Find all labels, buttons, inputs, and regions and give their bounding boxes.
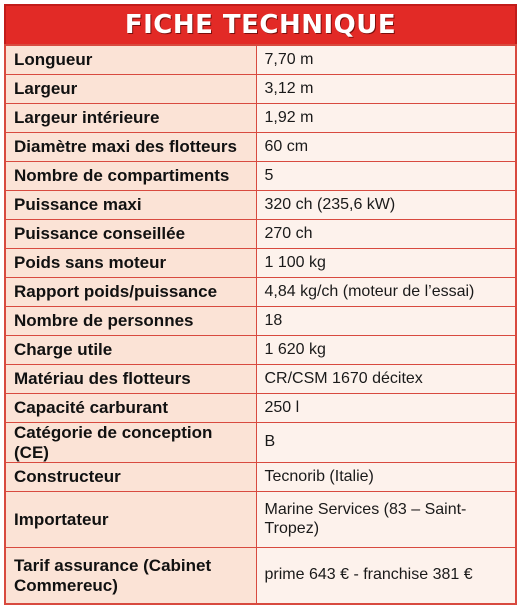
row-label: Rapport poids/puissance: [5, 278, 256, 307]
row-value: 250 l: [256, 394, 516, 423]
row-value: 320 ch (235,6 kW): [256, 191, 516, 220]
row-value: B: [256, 423, 516, 463]
row-label: Matériau des flotteurs: [5, 365, 256, 394]
row-label: Nombre de compartiments: [5, 162, 256, 191]
row-value: Marine Services (83 – Saint-Tropez): [256, 492, 516, 548]
table-row: [5, 278, 516, 307]
row-label: Capacité carburant: [5, 394, 256, 423]
row-label: Largeur intérieure: [5, 104, 256, 133]
row-value: Tecnorib (Italie): [256, 463, 516, 492]
table-row: [5, 45, 516, 75]
table-row: [5, 492, 516, 548]
sheet-title: FICHE TECHNIQUE: [124, 10, 397, 40]
row-label: Puissance maxi: [5, 191, 256, 220]
row-value: CR/CSM 1670 décitex: [256, 365, 516, 394]
row-label: Tarif assurance (Cabinet Commereuc): [5, 548, 256, 605]
spec-table: [4, 44, 517, 605]
table-row: [5, 307, 516, 336]
table-row: [5, 104, 516, 133]
table-row: [5, 220, 516, 249]
table-row: [5, 75, 516, 104]
row-label: Nombre de personnes: [5, 307, 256, 336]
row-label: Charge utile: [5, 336, 256, 365]
table-row: [5, 162, 516, 191]
row-label: Importateur: [5, 492, 256, 548]
row-label: Constructeur: [5, 463, 256, 492]
table-row: [5, 336, 516, 365]
row-value: 1 620 kg: [256, 336, 516, 365]
table-row: [5, 249, 516, 278]
row-value: 1,92 m: [256, 104, 516, 133]
row-value: 1 100 kg: [256, 249, 516, 278]
row-value: prime 643 € - franchise 381 €: [256, 548, 516, 605]
table-row: [5, 394, 516, 423]
row-value: 60 cm: [256, 133, 516, 162]
table-row: [5, 463, 516, 492]
row-value: 270 ch: [256, 220, 516, 249]
row-value: 3,12 m: [256, 75, 516, 104]
header-banner: [4, 4, 517, 44]
row-value: 5: [256, 162, 516, 191]
row-value: 7,70 m: [256, 45, 516, 75]
table-row: [5, 423, 516, 463]
table-row: [5, 191, 516, 220]
row-value: 18: [256, 307, 516, 336]
row-label: Poids sans moteur: [5, 249, 256, 278]
table-row: [5, 365, 516, 394]
table-row: [5, 548, 516, 605]
row-label: Diamètre maxi des flotteurs: [5, 133, 256, 162]
row-label: Puissance conseillée: [5, 220, 256, 249]
table-row: [5, 133, 516, 162]
row-label: Longueur: [5, 45, 256, 75]
row-value: 4,84 kg/ch (moteur de l’essai): [256, 278, 516, 307]
row-label: Catégorie de conception (CE): [5, 423, 256, 463]
row-label: Largeur: [5, 75, 256, 104]
